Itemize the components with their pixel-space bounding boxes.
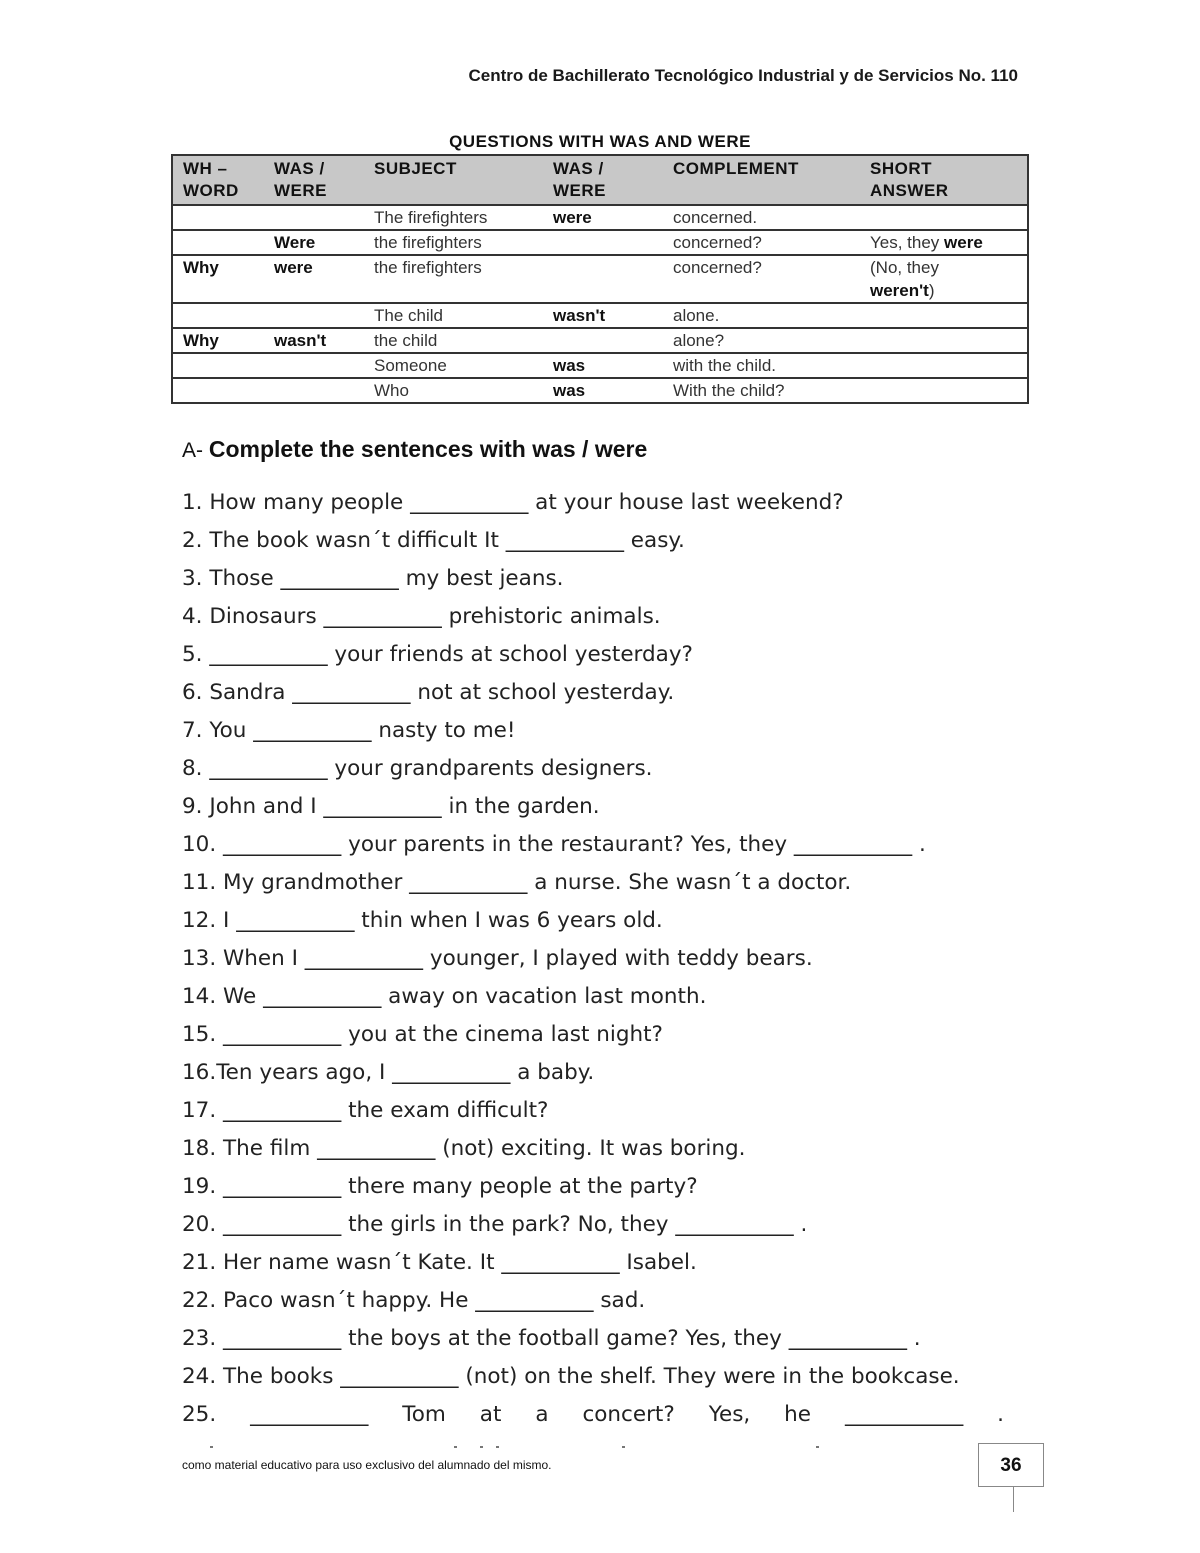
cell-answer [860, 353, 1028, 378]
cell-aux1 [264, 205, 364, 230]
word: Yes, [708, 1402, 751, 1427]
cell-aux1 [264, 378, 364, 403]
table-title: QUESTIONS WITH WAS AND WERE [449, 132, 751, 151]
cell-aux1: were [264, 255, 364, 303]
sentence-item: 9. John and I ___________ in the garden. [182, 794, 600, 819]
word: a [535, 1402, 549, 1427]
table-row [172, 328, 1028, 353]
cell-aux1: wasn't [264, 328, 364, 353]
cell-aux2 [543, 328, 663, 353]
page-number: 36 [978, 1443, 1044, 1487]
header-was-were-2: WAS / WERE [543, 155, 663, 205]
sentence-item: 15. ___________ you at the cinema last night? [182, 1022, 663, 1047]
sentence-item: 8. ___________ your grandparents designers. [182, 756, 653, 781]
table-row [172, 353, 1028, 378]
sentence-item: 10. ___________ your parents in the restaurant? Yes, they ___________ . [182, 832, 926, 857]
cell-answer: (No, they weren't) [860, 255, 1028, 303]
cell-complement: concerned? [663, 255, 860, 303]
cell-wh: Why [172, 255, 264, 303]
sentence-item-last [182, 1399, 1004, 1437]
header-was-were: WAS / WERE [264, 155, 364, 205]
cell-subject: the child [364, 328, 543, 353]
sentence-item: 19. ___________ there many people at the party? [182, 1174, 698, 1199]
cell-complement: with the child. [663, 353, 860, 378]
grammar-table [171, 154, 1029, 404]
word: 25. [182, 1402, 217, 1427]
sentence-item: 11. My grandmother ___________ a nurse. She wasn´t a doctor. [182, 870, 852, 895]
word: ___________ [844, 1402, 964, 1427]
sentence-item: 23. ___________ the boys at the football game? Yes, they ___________ . [182, 1326, 921, 1351]
sentence-item: 1. How many people ___________ at your house last weekend? [182, 490, 844, 515]
cell-subject: the firefighters [364, 230, 543, 255]
sentence-item: 13. When I ___________ younger, I played with teddy bears. [182, 946, 813, 971]
sentence-item: 3. Those ___________ my best jeans. [182, 566, 564, 591]
sentence-item: 4. Dinosaurs ___________ prehistoric animals. [182, 604, 661, 629]
cell-wh [172, 205, 264, 230]
table-row [172, 303, 1028, 328]
table-row [172, 255, 1028, 303]
cell-subject: The firefighters [364, 205, 543, 230]
sentence-item: 20. ___________ the girls in the park? No, they ___________ . [182, 1212, 808, 1237]
sentence-item: 18. The film ___________ (not) exciting. It was boring. [182, 1136, 746, 1161]
word: concert? [582, 1402, 675, 1427]
cell-complement: concerned. [663, 205, 860, 230]
cell-aux1 [264, 353, 364, 378]
exercise-heading: Complete the sentences with was / were [208, 436, 648, 462]
sentence-item: 21. Her name wasn´t Kate. It ___________ Isabel. [182, 1250, 697, 1275]
cell-answer [860, 378, 1028, 403]
sentence-item: 5. ___________ your friends at school yesterday? [182, 642, 693, 667]
table-row [172, 378, 1028, 403]
table-header-row [172, 155, 1028, 205]
table-row [172, 205, 1028, 230]
sentence-item: 17. ___________ the exam difficult? [182, 1098, 549, 1123]
header-wh-word: WH – WORD [172, 155, 264, 205]
cell-answer: Yes, they were [860, 230, 1028, 255]
exercise-prefix: A- [182, 439, 209, 462]
cell-aux2 [543, 230, 663, 255]
cell-aux1 [264, 303, 364, 328]
cell-answer [860, 205, 1028, 230]
cell-answer [860, 303, 1028, 328]
cell-aux2: wasn't [543, 303, 663, 328]
sentence-item: 24. The books ___________ (not) on the shelf. They were in the bookcase. [182, 1364, 960, 1389]
sentence-item: 16.Ten years ago, I ___________ a baby. [182, 1060, 595, 1085]
word: he [784, 1402, 812, 1427]
header-subject: SUBJECT [364, 155, 543, 205]
cell-answer [860, 328, 1028, 353]
exercise-title [182, 436, 647, 463]
page-number-stem [1013, 1486, 1014, 1512]
word: ___________ [250, 1402, 369, 1427]
word: at [479, 1402, 502, 1427]
sentence-item: 2. The book wasn´t difficult It ___________ easy. [182, 528, 685, 553]
cell-subject: Who [364, 378, 543, 403]
cell-wh [172, 303, 264, 328]
sentence-item: 7. You ___________ nasty to me! [182, 718, 516, 743]
cell-subject: The child [364, 303, 543, 328]
cell-aux2: were [543, 205, 663, 230]
footer-note: como material educativo para uso exclusivo del alumnado del mismo. [182, 1458, 552, 1472]
cell-complement: With the child? [663, 378, 860, 403]
cell-aux2: was [543, 378, 663, 403]
cell-wh [172, 230, 264, 255]
cell-aux2: was [543, 353, 663, 378]
cell-wh [172, 353, 264, 378]
institution-header: Centro de Bachillerato Tecnológico Industrial y de Servicios No. 110 [468, 66, 1018, 85]
cell-subject: the firefighters [364, 255, 543, 303]
word: . [997, 1402, 1004, 1427]
header-short-answer: SHORT ANSWER [860, 155, 1028, 205]
header-complement: COMPLEMENT [663, 155, 860, 205]
cell-subject: Someone [364, 353, 543, 378]
sentence-item: 22. Paco wasn´t happy. He ___________ sad. [182, 1288, 646, 1313]
cell-complement: concerned? [663, 230, 860, 255]
table-row [172, 230, 1028, 255]
sentence-list [182, 487, 1012, 1437]
cell-complement: alone? [663, 328, 860, 353]
sentence-item: 12. I ___________ thin when I was 6 years old. [182, 908, 663, 933]
cell-wh [172, 378, 264, 403]
cell-complement: alone. [663, 303, 860, 328]
cell-wh: Why [172, 328, 264, 353]
word: Tom [402, 1402, 446, 1427]
cell-aux1: Were [264, 230, 364, 255]
sentence-item: 6. Sandra ___________ not at school yesterday. [182, 680, 675, 705]
cut-off-text-line [182, 1446, 822, 1452]
sentence-item: 14. We ___________ away on vacation last month. [182, 984, 707, 1009]
cell-aux2 [543, 255, 663, 303]
